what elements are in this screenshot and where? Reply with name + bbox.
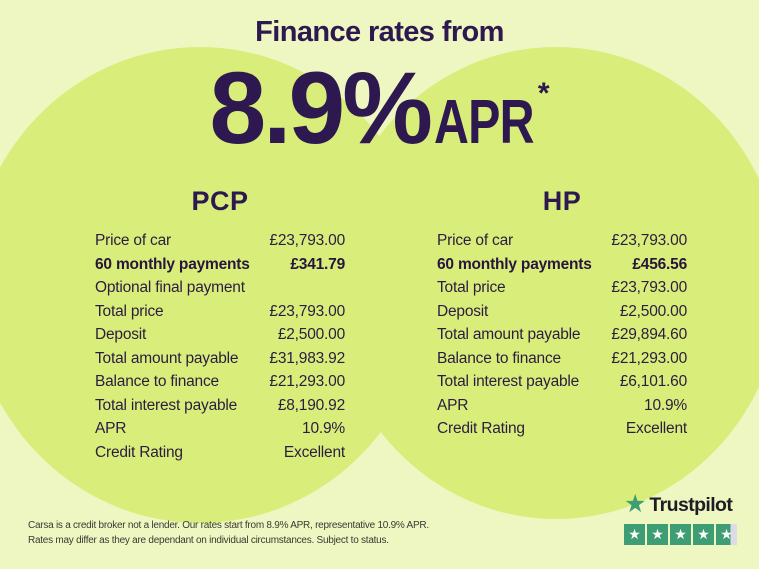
finance-row-label: Total interest payable	[437, 373, 580, 390]
rating-star-icon: ★	[716, 524, 737, 545]
finance-row	[95, 326, 345, 350]
trustpilot-rating-stars	[624, 524, 737, 545]
rating-star-icon: ★	[647, 524, 668, 545]
finance-row-label: APR	[437, 396, 469, 414]
rate-unit-label: APR	[433, 88, 534, 157]
finance-row-value: £21,293.00	[611, 349, 687, 367]
finance-row-label: Price of car	[95, 232, 171, 249]
pcp-heading: PCP	[191, 186, 249, 216]
finance-row	[95, 397, 345, 421]
finance-row	[437, 373, 687, 397]
disclaimer-line-1: Carsa is a credit broker not a lender. Our rates start from 8.9% APR, representative 10.9% APR.	[28, 520, 429, 531]
finance-row	[95, 303, 345, 327]
finance-row-value: £23,793.00	[611, 279, 687, 296]
finance-row	[437, 326, 687, 350]
finance-row-label: APR	[95, 420, 127, 437]
page-title: Finance rates from	[255, 16, 504, 48]
finance-row	[437, 420, 687, 444]
finance-row-label: Total interest payable	[95, 396, 238, 414]
finance-row-value: £2,500.00	[277, 326, 345, 343]
finance-row-value: Excellent	[625, 420, 687, 437]
rating-star-icon: ★	[670, 524, 691, 545]
trustpilot-star-icon: ★	[624, 490, 647, 518]
finance-row-label: Balance to finance	[95, 373, 219, 390]
hp-column	[437, 186, 687, 444]
trustpilot-logo	[624, 490, 737, 518]
finance-row	[95, 350, 345, 374]
finance-row-label: Credit Rating	[95, 443, 183, 461]
finance-row-value: £23,793.00	[269, 232, 345, 249]
finance-row	[437, 232, 687, 256]
finance-row-value: £6,101.60	[619, 373, 687, 390]
finance-row-value: 10.9%	[644, 396, 687, 414]
finance-row-label: Total amount payable	[95, 349, 239, 367]
finance-row	[95, 420, 345, 444]
rate-value: 8.9%	[209, 51, 430, 165]
finance-row-label: Total amount payable	[437, 326, 581, 343]
finance-row-label: Total price	[95, 302, 164, 320]
hp-rows	[437, 232, 687, 444]
headline-rate	[0, 51, 759, 165]
pcp-column	[95, 186, 345, 467]
rating-star-icon: ★	[693, 524, 714, 545]
rating-star-icon: ★	[624, 524, 645, 545]
rate-footnote-asterisk: *	[537, 77, 550, 110]
finance-row-value: £23,793.00	[611, 232, 687, 249]
finance-row-label: Price of car	[437, 232, 513, 249]
finance-row	[437, 256, 687, 280]
finance-row	[437, 397, 687, 421]
finance-row	[95, 256, 345, 280]
finance-row-label: Total price	[437, 279, 506, 296]
finance-row-label: Optional final payment	[95, 279, 245, 296]
finance-row-value: £456.56	[632, 255, 687, 273]
finance-row	[95, 279, 345, 303]
finance-row-value: £21,293.00	[269, 373, 345, 390]
finance-row-label: Deposit	[437, 302, 489, 320]
finance-row	[95, 232, 345, 256]
finance-row-label: Credit Rating	[437, 420, 525, 437]
pcp-rows	[95, 232, 345, 467]
finance-row-value: £23,793.00	[269, 302, 345, 320]
finance-row-value: 10.9%	[302, 420, 345, 437]
finance-row-value: £29,894.60	[611, 326, 687, 343]
finance-row-value: £31,983.92	[269, 349, 345, 367]
legal-disclaimer	[28, 518, 429, 548]
finance-row	[437, 350, 687, 374]
finance-row-label: Balance to finance	[437, 349, 561, 367]
finance-row	[437, 279, 687, 303]
finance-row-label: 60 monthly payments	[437, 255, 592, 273]
trustpilot-badge[interactable]	[624, 490, 737, 545]
finance-row-value: Excellent	[283, 443, 345, 461]
finance-row	[95, 444, 345, 468]
finance-row-value: £341.79	[290, 255, 345, 273]
finance-row-label: 60 monthly payments	[95, 255, 250, 273]
finance-row-value: £8,190.92	[277, 396, 345, 414]
finance-row	[437, 303, 687, 327]
hp-heading: HP	[542, 186, 582, 216]
disclaimer-line-2: Rates may differ as they are dependant on individual circumstances. Subject to status.	[28, 535, 389, 546]
trustpilot-wordmark: Trustpilot	[649, 494, 733, 516]
finance-row	[95, 373, 345, 397]
finance-row-value: £2,500.00	[619, 302, 687, 320]
finance-row-label: Deposit	[95, 326, 147, 343]
